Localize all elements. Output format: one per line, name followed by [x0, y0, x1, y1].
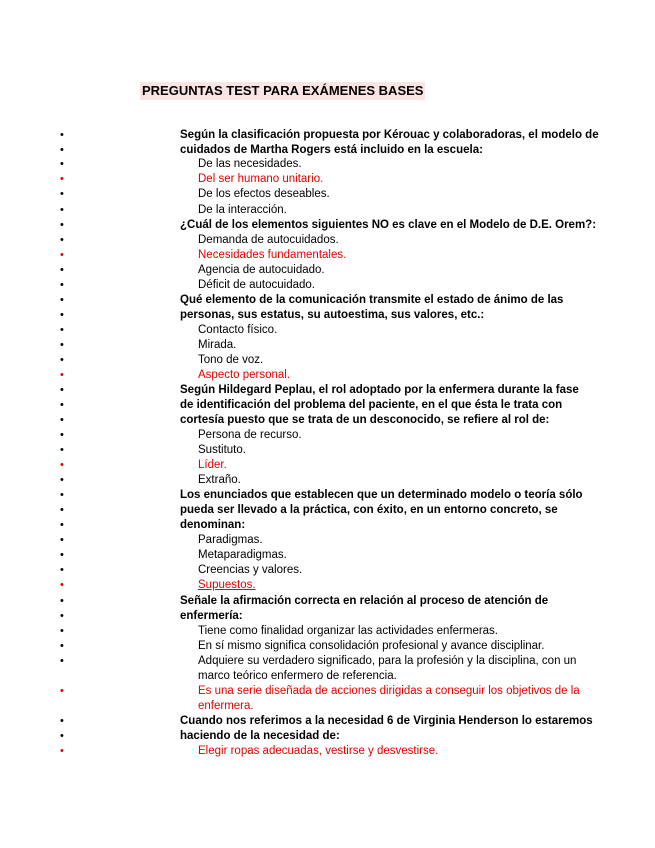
- bullet: •: [60, 685, 64, 697]
- answer-text: Tiene como finalidad organizar las actividades enfermeras.: [198, 625, 499, 637]
- bullet: •: [60, 625, 64, 637]
- answer-text: Contacto físico.: [198, 324, 278, 336]
- question-text: personas, sus estatus, su autoestima, sus valores, etc.:: [180, 309, 485, 321]
- page-title: PREGUNTAS TEST PARA EXÁMENES BASES: [142, 83, 424, 98]
- bullet: •: [60, 369, 64, 381]
- bullet: •: [60, 489, 64, 501]
- question-text: Qué elemento de la comunicación transmite el estado de ánimo de las: [180, 294, 564, 306]
- question-text: Según Hildegard Peplau, el rol adoptado por la enfermera durante la fase: [180, 384, 579, 396]
- bullet: •: [60, 595, 64, 607]
- answer-text: De las necesidades.: [198, 158, 302, 170]
- bullet: •: [60, 158, 64, 170]
- answer-text: Adquiere su verdadero significado, para la profesión y la disciplina, con un marco teórico enfermero de referencia.: [198, 655, 577, 682]
- answer-text: Tono de voz.: [198, 354, 264, 366]
- question-text: Según la clasificación propuesta por Kérouac y colaboradoras, el modelo de: [180, 129, 599, 141]
- question-text: pueda ser llevado a la práctica, con éxito, en un entorno concreto, se: [180, 504, 558, 516]
- bullet: •: [60, 610, 64, 622]
- bullet: •: [60, 384, 64, 396]
- answer-text: Extraño.: [198, 474, 241, 486]
- bullet: •: [60, 745, 64, 757]
- question-text: de identificación del problema del paciente, en el que ésta le trata con: [180, 399, 563, 411]
- bullet: •: [60, 444, 64, 456]
- bullet: •: [60, 579, 64, 591]
- question-text: cuidados de Martha Rogers está incluido en la escuela:: [180, 144, 483, 156]
- bullet: •: [60, 144, 64, 156]
- answer-text: Agencia de autocuidado.: [198, 264, 325, 276]
- answer-text: Líder.: [198, 459, 227, 471]
- answer-text: Paradigmas.: [198, 534, 263, 546]
- answer-text: Del ser humano unitario.: [198, 173, 324, 185]
- bullet: •: [60, 324, 64, 336]
- bullet: •: [60, 234, 64, 246]
- answer-text: Necesidades fundamentales.: [198, 249, 347, 261]
- bullet: •: [60, 188, 64, 200]
- bullet: •: [60, 474, 64, 486]
- question-text: ¿Cuál de los elementos siguientes NO es clave en el Modelo de D.E. Orem?:: [180, 219, 597, 231]
- bullet: •: [60, 519, 64, 531]
- answer-text: Demanda de autocuidados.: [198, 234, 339, 246]
- answer-text: Sustituto.: [198, 444, 246, 456]
- answer-text: Elegir ropas adecuadas, vestirse y desvestirse.: [198, 745, 439, 757]
- answer-text: Metaparadigmas.: [198, 549, 287, 561]
- answer-text: Aspecto personal.: [198, 369, 291, 381]
- bullet: •: [60, 534, 64, 546]
- bullet: •: [60, 655, 64, 667]
- bullet: •: [60, 339, 64, 351]
- answer-text: Supuestos.: [198, 579, 256, 591]
- bullet: •: [60, 640, 64, 652]
- bullet: •: [60, 354, 64, 366]
- bullet: •: [60, 173, 64, 185]
- answer-text: Mirada.: [198, 339, 237, 351]
- question-text: haciendo de la necesidad de:: [180, 730, 340, 742]
- answer-text: En sí mismo significa consolidación profesional y avance disciplinar.: [198, 640, 545, 652]
- question-text: Señale la afirmación correcta en relación al proceso de atención de: [180, 595, 549, 607]
- bullet: •: [60, 564, 64, 576]
- bullet: •: [60, 504, 64, 516]
- bullet: •: [60, 429, 64, 441]
- bullet: •: [60, 399, 64, 411]
- bullet: •: [60, 129, 64, 141]
- bullet: •: [60, 730, 64, 742]
- bullet: •: [60, 414, 64, 426]
- bullet: •: [60, 549, 64, 561]
- bullet: •: [60, 294, 64, 306]
- bullet: •: [60, 309, 64, 321]
- question-text: Los enunciados que establecen que un determinado modelo o teoría sólo: [180, 489, 583, 501]
- bullet: •: [60, 249, 64, 261]
- question-text: denominan:: [180, 519, 246, 531]
- bullet: •: [60, 219, 64, 231]
- answer-text: Es una serie diseñada de acciones dirigidas a conseguir los objetivos de la enfermera.: [198, 685, 580, 712]
- answer-text: De los efectos deseables.: [198, 188, 330, 200]
- question-text: Cuando nos referimos a la necesidad 6 de Virginia Henderson lo estaremos: [180, 715, 593, 727]
- bullet: •: [60, 264, 64, 276]
- bullet: •: [60, 204, 64, 216]
- question-text: cortesía puesto que se trata de un desconocido, se refiere al rol de:: [180, 414, 550, 426]
- answer-text: Creencias y valores.: [198, 564, 303, 576]
- bullet: •: [60, 459, 64, 471]
- answer-text: Déficit de autocuidado.: [198, 279, 315, 291]
- answer-text: Persona de recurso.: [198, 429, 302, 441]
- answer-text: De la interacción.: [198, 204, 287, 216]
- question-text: enfermería:: [180, 610, 243, 622]
- bullet: •: [60, 279, 64, 291]
- bullet: •: [60, 715, 64, 727]
